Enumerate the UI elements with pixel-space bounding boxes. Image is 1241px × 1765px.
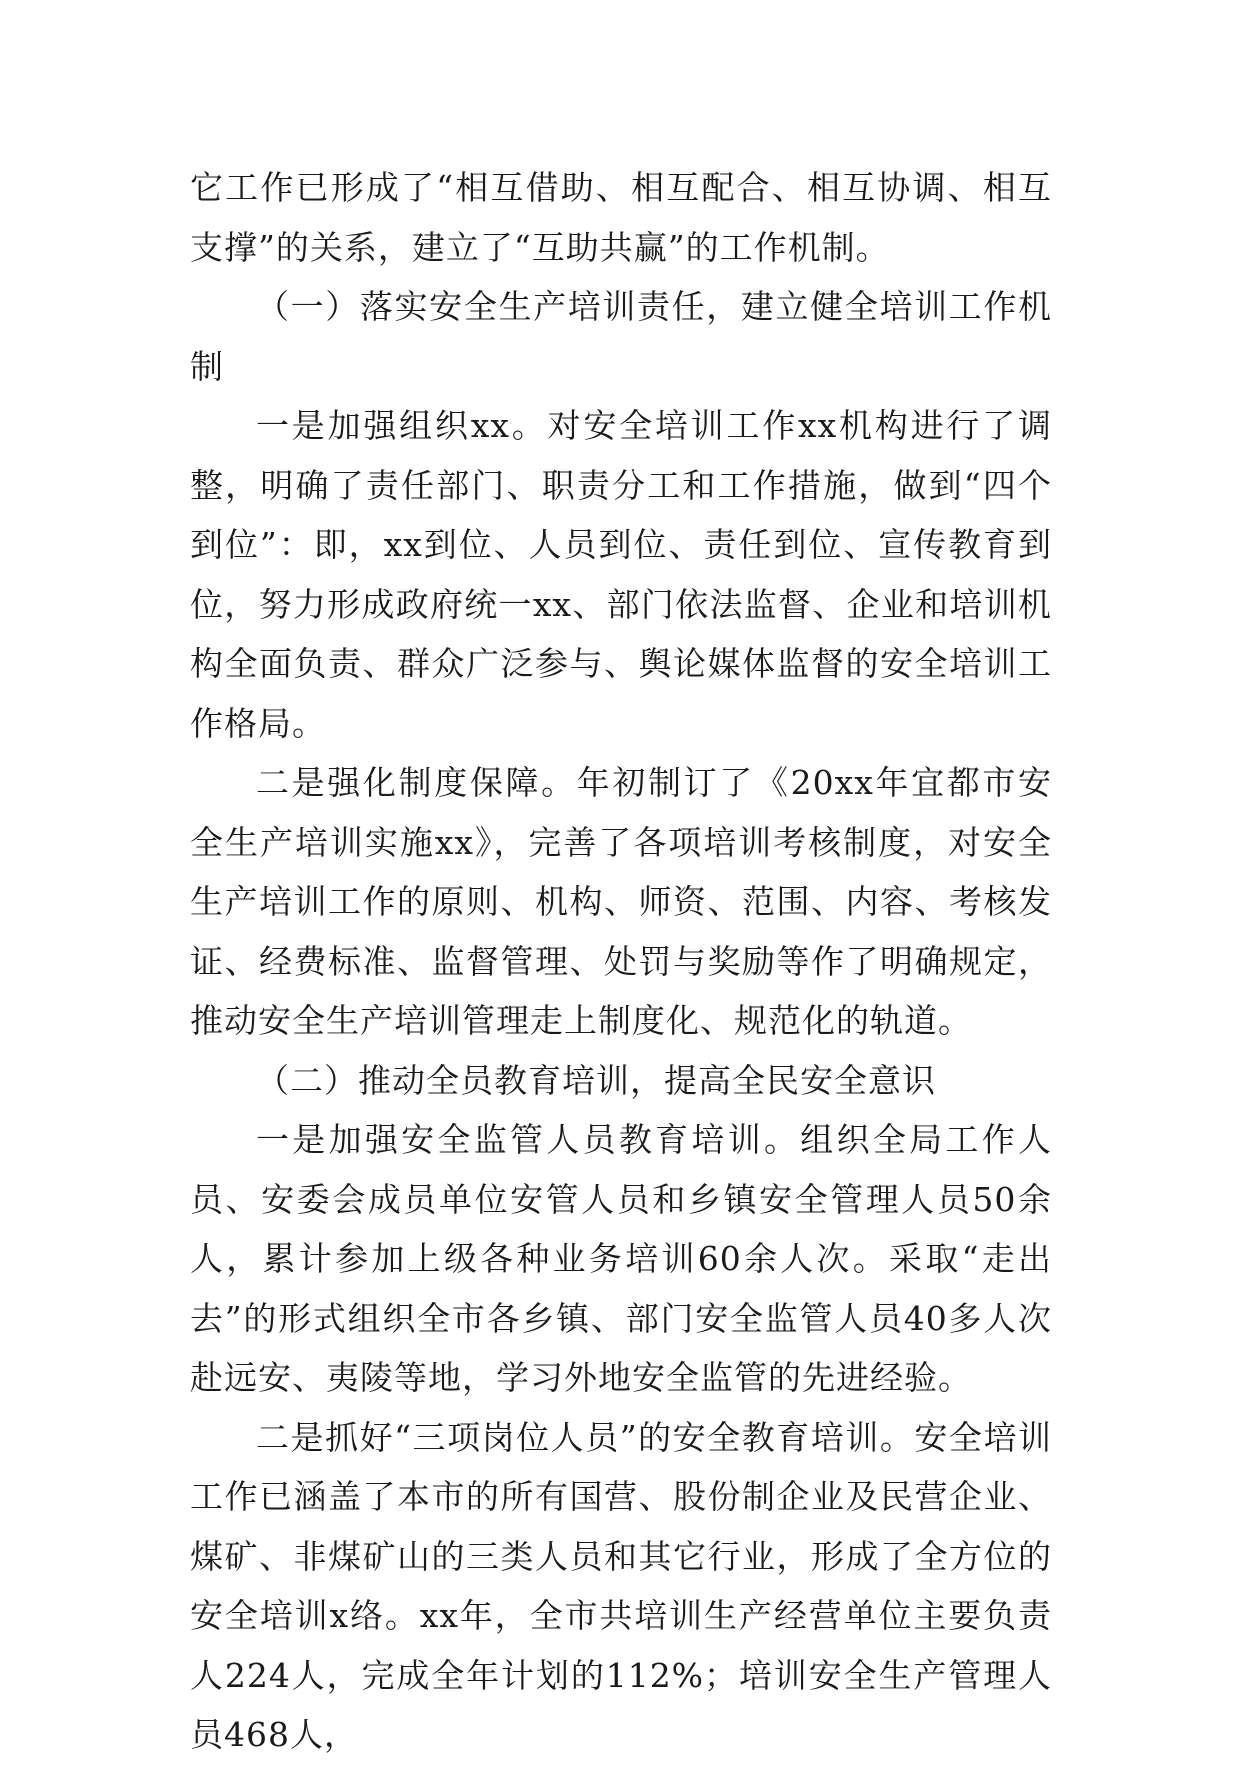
paragraph: 二是强化制度保障。年初制订了《20xx年宜都市安全生产培训实施xx》，完善了各项培训考核制度，对安全生产培训工作的原则、机构、师资、范围、内容、考核发证、经费标准、监督管理、处罚与奖励等作了明确规定，推动安全生产培训管理走上制度化、规范化的轨道。 — [190, 763, 1052, 1040]
section-heading: （一）落实安全生产培训责任，建立健全培训工作机制 — [190, 287, 1052, 386]
section-heading: （二）推动全员教育培训，提高全民安全意识 — [256, 1060, 936, 1100]
paragraph: 它工作已形成了“相互借助、相互配合、相互协调、相互支撑”的关系，建立了“互助共赢”的工作机制。 — [190, 168, 1052, 267]
document-body — [190, 158, 1052, 1765]
paragraph: 一是加强安全监管人员教育培训。组织全局工作人员、安委会成员单位安管人员和乡镇安全管理人员50余人，累计参加上级各种业务培训60余人次。采取“走出去”的形式组织全市各乡镇、部门安全监管人员40多人次赴远安、夷陵等地，学习外地安全监管的先进经验。 — [190, 1120, 1052, 1397]
paragraph: 一是加强组织xx。对安全培训工作xx机构进行了调整，明确了责任部门、职责分工和工作措施，做到“四个到位”：即，xx到位、人员到位、责任到位、宣传教育到位，努力形成政府统一xx、部门依法监督、企业和培训机构全面负责、群众广泛参与、舆论媒体监督的安全培训工作格局。 — [190, 406, 1052, 743]
paragraph: 二是抓好“三项岗位人员”的安全教育培训。安全培训工作已涵盖了本市的所有国营、股份制企业及民营企业、煤矿、非煤矿山的三类人员和其它行业，形成了全方位的安全培训x络。xx年，全市共培训生产经营单位主要负责人224人，完成全年计划的112%；培训安全生产管理人员468人， — [190, 1417, 1052, 1754]
